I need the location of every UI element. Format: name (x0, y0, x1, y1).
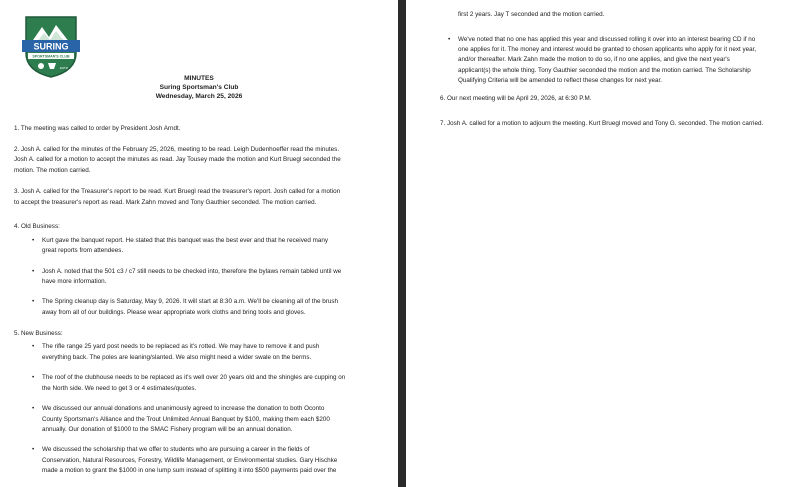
new-b2-line-2: the North side. We need to get 3 or 4 estimates/quotes. (42, 385, 197, 392)
old-b2-line-2: have more information. (42, 278, 107, 285)
b5-line-2: one applies for it. The money and interest would be granted to chosen applicants who apply for it next year, (458, 46, 757, 53)
b5-line-5: Qualifying Criteria will be amended to reflect these changes for next year. (458, 77, 663, 84)
old-b1-line-2: great reports from attendees. (42, 247, 124, 254)
new-b4-line-2: Conservation, Natural Resources, Forestry, Wildlife Management, or Environmental studies. Gary Hischke (42, 457, 338, 464)
item-3-line-2: to accept the treasurer's report as read. Mark Zahn moved and Tony Gauthier seconded. The motion carried. (14, 199, 317, 206)
logo-ribbon-text: SPORTSMAN'S CLUB (32, 54, 70, 59)
header-date: Wednesday, March 25, 2026 (155, 93, 243, 100)
item-1: 1. The meeting was called to order by President Josh Arndt. (14, 125, 181, 132)
b5-line-4: applicant(s) the whole thing. Tony Gauthier seconded the motion and the motion carried. The Scholarship (458, 67, 751, 74)
old-b2-line-1: Josh A. noted that the 501 c3 / c7 still needs to be checked into, therefore the bylaws remain tabled until we (42, 268, 342, 275)
left-page (0, 0, 398, 487)
new-b1-line-2: everything back. The poles are leaning/slanted. We also might need a wider swale on the berms. (42, 354, 312, 361)
new-b4-line-3: made a motion to grant the $1000 in one lump sum instead of splitting it into $500 payments paid over the (42, 467, 337, 474)
club-logo (22, 13, 80, 79)
logo-text-top: SURING (33, 41, 69, 52)
b5-line-3: and/or thereafter. Mark Zahn made the motion to do so, if no one applies, and give the next year's (458, 56, 730, 63)
page-divider (398, 0, 406, 487)
logo-small-text: ESTD (59, 66, 69, 70)
minutes-header (0, 74, 398, 101)
header-org: Suring Sportsman's Club (159, 84, 239, 91)
item-2-line-2: Josh A. called for a motion to accept the minutes as read. Jay Tousey made the motion and Kurt Bruegl seconded the (14, 156, 341, 163)
bullet: • (32, 268, 35, 275)
bullet: • (32, 298, 35, 305)
right-page (406, 0, 810, 487)
new-b3-line-2: County Sportsman's Alliance and the Trout Unlimited Annual Banquet by $100, making them each $200 (42, 416, 330, 423)
new-business-heading: 5. New Business: (14, 330, 63, 337)
scholarship-continuation: first 2 years. Jay T seconded and the motion carried. (458, 11, 605, 18)
bullet: • (448, 36, 451, 43)
new-b2-line-1: The roof of the clubhouse needs to be replaced as it's well over 20 years old and the shingles are cupping on (42, 374, 346, 381)
item-2-line-1: 2. Josh A. called for the minutes of the February 25, 2026, meeting to be read. Leigh Dudenhoeffer read the minutes. (14, 146, 340, 153)
item-2-line-3: motion. The motion carried. (14, 167, 91, 174)
item-3-line-1: 3. Josh A. called for the Treasurer's report to be read. Kurt Bruegl read the treasurer's report. Josh called for a motion (14, 188, 341, 195)
old-b3-line-2: away from all of our buildings. Please wear appropriate work cloths and bring tools and gloves. (42, 309, 306, 316)
old-b3-line-1: The Spring cleanup day is Saturday, May 9, 2026. It will start at 8:30 a.m. We'll be cleaning all of the brush (42, 298, 339, 305)
bullet: • (32, 405, 35, 412)
new-b4-line-1: We discussed the scholarship that we offer to students who are pursuing a career in the fields of (42, 446, 310, 453)
bullet: • (32, 237, 35, 244)
bullet: • (32, 374, 35, 381)
new-b3-line-1: We discussed our annual donations and unanimously agreed to increase the donation to both Oconto (42, 405, 325, 412)
old-business-heading: 4. Old Business: (14, 223, 60, 230)
new-b3-line-3: annually. Our donation of $1000 to the SMAC Fishery program will be an annual donation. (42, 426, 293, 433)
item-7: 7. Josh A. called for a motion to adjourn the meeting. Kurt Bruegl moved and Tony G. seconded. The motion carried. (440, 120, 764, 127)
bullet: • (32, 343, 35, 350)
new-b1-line-1: The rifle range 25 yard post needs to be replaced as it's rotted. We may have to remove it and push (42, 343, 320, 350)
header-title: MINUTES (184, 75, 214, 82)
b5-line-1: We've noted that no one has applied this year and discussed rolling it over into an interest bearing CD if no (458, 36, 756, 43)
item-6: 6. Our next meeting will be April 29, 2026, at 6:30 P.M. (440, 95, 592, 102)
old-b1-line-1: Kurt gave the banquet report. He stated that this banquet was the best ever and that he received many (42, 237, 328, 244)
bullet: • (32, 446, 35, 453)
